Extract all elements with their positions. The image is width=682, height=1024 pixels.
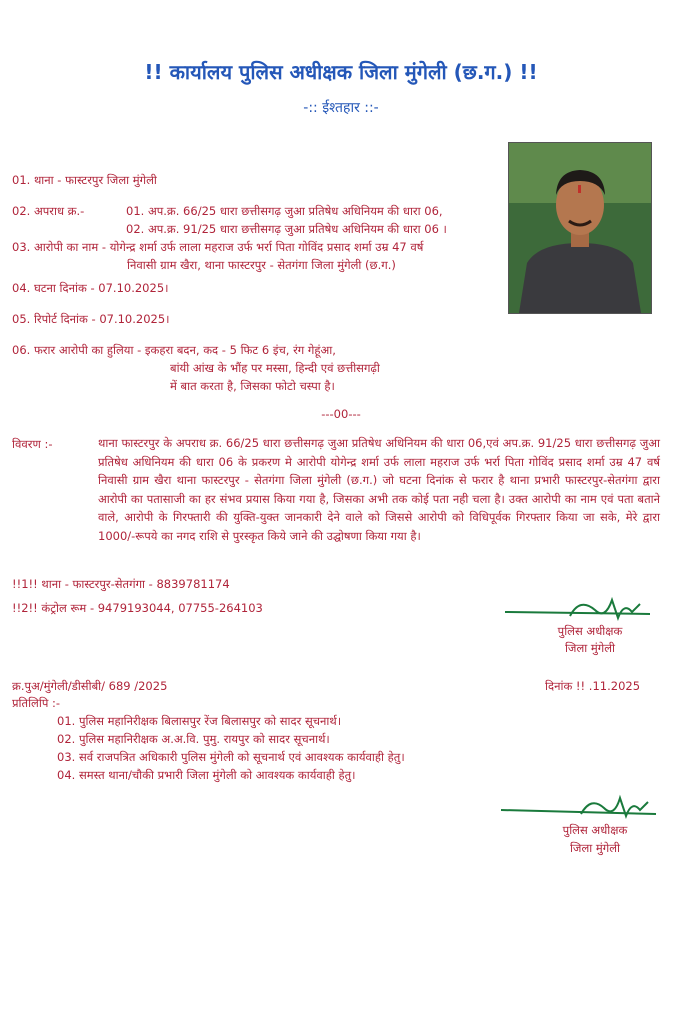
contact-thana: !!1!! थाना - फास्टरपुर-सेतगंगा - 8839781174 — [12, 577, 230, 591]
signature-1 — [500, 592, 660, 626]
contact-control-room: !!2!! कंट्रोल रूम - 9479193044, 07755-264103 — [12, 601, 263, 615]
aaropi-line-2: निवासी ग्राम खैरा, थाना फास्टरपुर - सेतगंगा जिला मुंगेली (छ.ग.) — [127, 258, 396, 272]
signature-2-designation: पुलिस अधीक्षक — [562, 823, 628, 837]
reference-number: क्र.पुअ/मुंगेली/डीसीबी/ 689 /2025 — [12, 679, 168, 693]
pratilipi-label: प्रतिलिपि :- — [12, 696, 61, 710]
huliya-line-1: 06. फरार आरोपी का हुलिया - इकहरा बदन, कद - 5 फिट 6 इंच, रंग गेहूंआ, — [12, 343, 336, 357]
ghatna-date: 04. घटना दिनांक - 07.10.2025। — [12, 281, 169, 295]
thana-line: 01. थाना - फास्टरपुर जिला मुंगेली — [12, 173, 157, 187]
apradh-case-1: 01. अप.क्र. 66/25 धारा छत्तीसगढ़ जुआ प्रतिषेध अधिनियम की धारा 06, — [126, 204, 443, 218]
list-item: 03. सर्व राजपत्रित अधिकारी पुलिस मुंगेली को सूचनार्थ एवं आवश्यक कार्यवाही हेतु। — [57, 750, 405, 764]
signature-1-district: जिला मुंगेली — [564, 641, 616, 655]
vivaran-text: थाना फास्टरपुर के अपराध क्र. 66/25 धारा छत्तीसगढ़ जुआ प्रतिषेध अधिनियम की धारा 06,एवं अप.क्र. 91/25 धारा छत्तीसगढ़ जुआ प्रतिषेध अधिनियम की धारा 06 के प्रकरण मे आरोपी योगेन्द्र शर्मा उर्फ लाला महराज उर्फ भर्रा पिता गोविंद प्रसाद शर्मा उम्र 47 वर्ष निवासी ग्राम खैरा थाना फास्टरपुर - सेतगंगा जिला मुंगेली (छ.ग.) जो घटना दिनांक से फरार है थाना प्रभारी फास्टरपुर-सेतगंगा द्वारा आरोपी का पतासाजी का हर संभव प्रयास किया गया है, जिसका अभी तक कोई पता नही चला है। उक्त आरोपी का नाम एवं पता बताने वाले, आरोपी के गिरफ्तारी की युक्ति-युक्त जानकारी देने वाले को जिससे आरोपी को विधिपूर्वक गिरफ्तार किया जा सके, मेरे द्वारा 1000/-रूपये का नगद राशि से पुरस्कृत किये जाने की उद्घोषणा किया गया है। — [98, 436, 660, 543]
page-subtitle: -:: ईश्तहार ::- — [303, 100, 379, 116]
list-item: 01. पुलिस महानिरीक्षक बिलासपुर रेंज बिलासपुर को सादर सूचनार्थ। — [57, 714, 342, 728]
aaropi-line-1: 03. आरोपी का नाम - योगेन्द्र शर्मा उर्फ लाला महराज उर्फ भर्रा पिता गोविंद प्रसाद शर्मा उम्र 47 वर्ष — [12, 240, 424, 254]
issue-date: दिनांक !! .11.2025 — [545, 679, 641, 693]
apradh-label: 02. अपराध क्र.- — [12, 204, 85, 218]
person-photo-icon — [508, 142, 652, 314]
huliya-line-3: में बात करता है, जिसका फोटो चस्पा है। — [170, 379, 335, 393]
signature-2 — [496, 790, 666, 824]
vivaran-label: विवरण :- — [12, 437, 53, 451]
apradh-case-2: 02. अप.क्र. 91/25 धारा छत्तीसगढ़ जुआ प्रतिषेध अधिनियम की धारा 06 । — [126, 222, 447, 236]
huliya-line-2: बांयी आंख के भौंह पर मस्सा, हिन्दी एवं छत्तीसगढ़ी — [170, 361, 380, 375]
signature-1-designation: पुलिस अधीक्षक — [557, 624, 623, 638]
list-item: 02. पुलिस महानिरीक्षक अ.अ.वि. पुमु. रायपुर को सादर सूचनार्थ। — [57, 732, 330, 746]
report-date: 05. रिपोर्ट दिनांक - 07.10.2025। — [12, 312, 170, 326]
divider: ---00--- — [321, 407, 361, 421]
list-item: 04. समस्त थाना/चौकी प्रभारी जिला मुंगेली को आवश्यक कार्यवाही हेतु। — [57, 768, 356, 782]
page-title: !! कार्यालय पुलिस अधीक्षक जिला मुंगेली (छ.ग.) !! — [144, 60, 538, 84]
signature-2-district: जिला मुंगेली — [569, 841, 621, 855]
